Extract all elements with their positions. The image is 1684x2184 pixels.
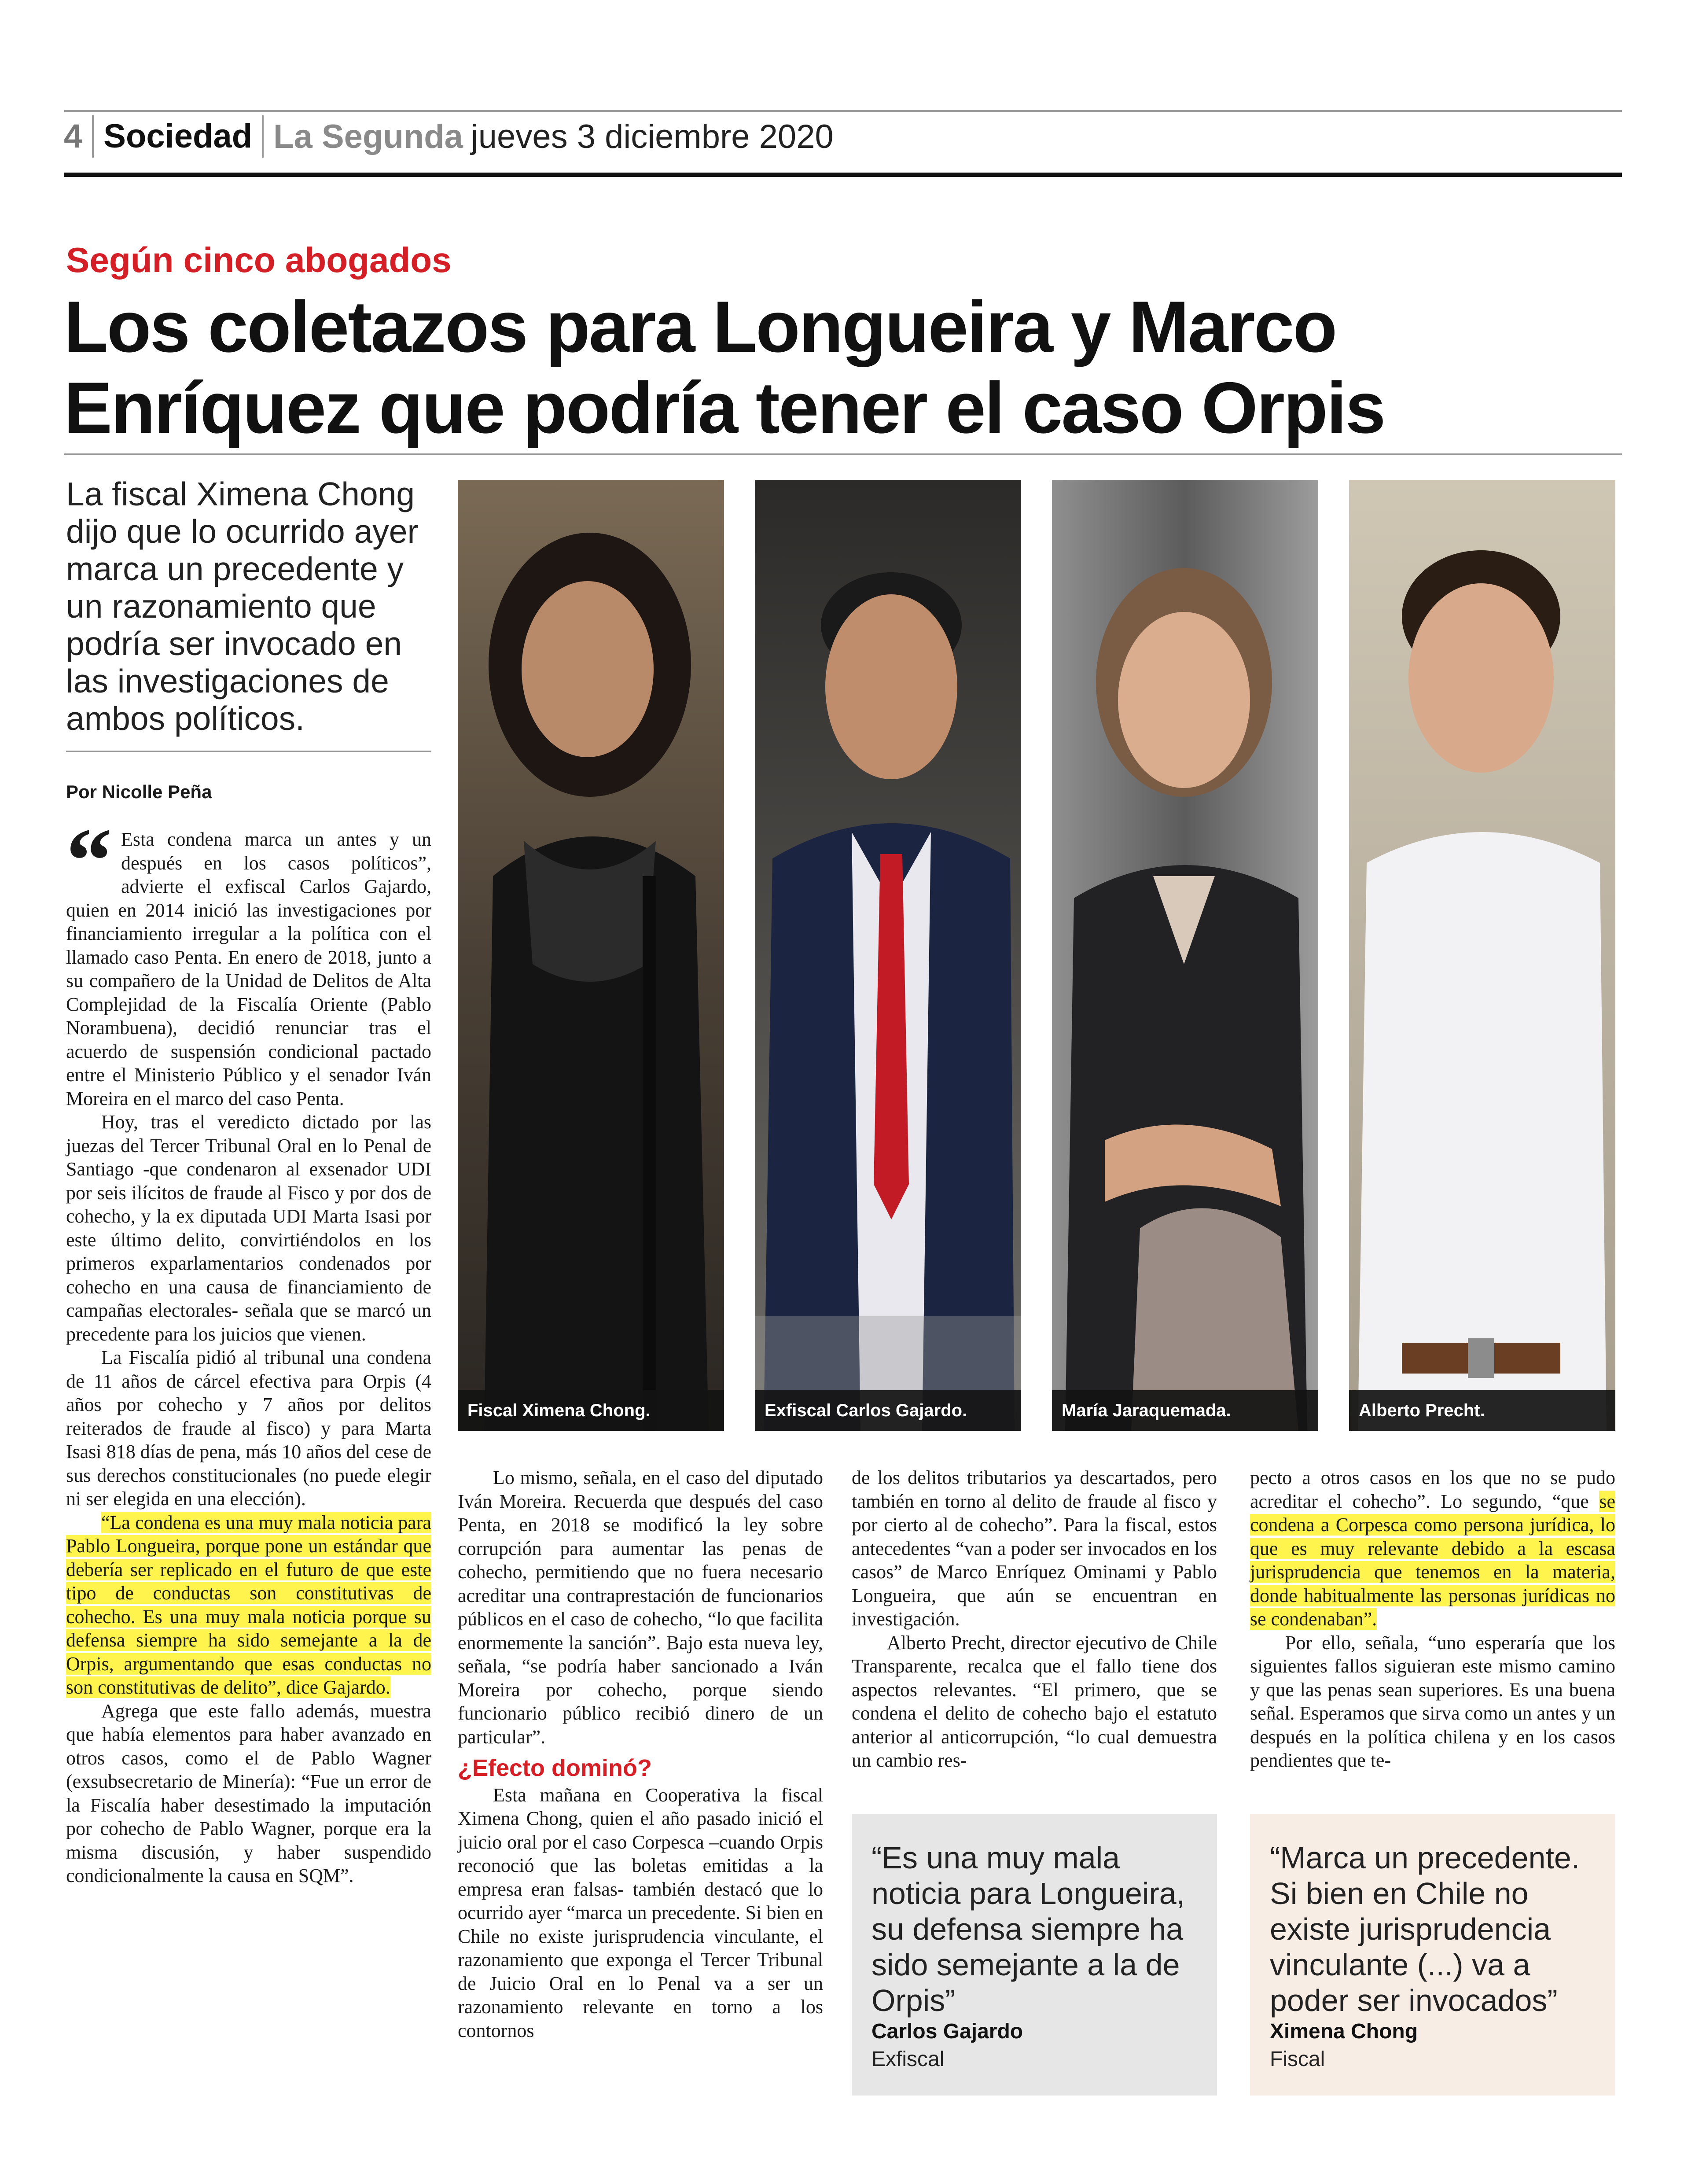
publication-name: La Segunda: [273, 118, 463, 155]
paragraph: Agrega que este fallo además, muestra que había elementos para haber avanzado en otros casos, como el de Pablo Wagner (exsubsecretario de Minería): “Fue un error de la Fiscalía haber desestimado la imputación por cohecho de Pablo Wagner, porque era la misma discusión, y haber suspendido condicionalmente la causa en SQM”.: [66, 1700, 431, 1886]
paragraph: Alberto Precht, director ejecutivo de Chile Transparente, recalca que el fallo tiene dos aspectos relevantes. “El primero, que se condena el delito de cohecho bajo el estatuto anterior al anticorrupción, “lo cual demuestra un cambio res-: [852, 1632, 1217, 1771]
lede: La fiscal Ximena Chong dijo que lo ocurrido ayer marca un precedente y un razonamiento que podría ser invocado en las investigaciones de ambos políticos.: [66, 475, 419, 737]
pullquote-text: “Es una muy mala noticia para Longueira, su defensa siempre ha sido semejante a la de Orpis”: [871, 1841, 1185, 2018]
pullquote-role: Fiscal: [1270, 2048, 1325, 2071]
issue-date: jueves 3 diciembre 2020: [471, 118, 834, 155]
pullquote-name: Carlos Gajardo: [871, 2020, 1023, 2043]
paragraph: Lo mismo, señala, en el caso del diputado Iván Moreira. Recuerda que después del caso Penta, en 2018 se modificó la ley sobre corrupción para aumentar las penas de cohecho, permitiendo que no fuera necesario acreditar una contraprestación de funcionarios públicos en el caso de cohecho, “lo que facilita enormemente la sanción”. Bajo esta nueva ley, señala, “se podría haber sancionado a Iván Moreira por cohecho, porque siendo funcionario público recibió dinero de un particular”.: [458, 1467, 823, 1748]
photo-caption: Alberto Precht.: [1359, 1400, 1485, 1420]
byline: Por Nicolle Peña: [66, 781, 212, 802]
column-2: [458, 1466, 823, 2042]
photo-ximena-chong: [458, 480, 724, 1431]
paragraph: Hoy, tras el veredicto dictado por las juezas del Tercer Tribunal Oral en lo Penal de Santiago -que condenaron al exsenador UDI por seis ilícitos de fraude al Fisco y por dos de cohecho, y la ex diputada UDI Marta Isasi por este último delito, convirtiéndolos en los primeros exparlamentarios condenados por cohecho en una causa de financiamiento de campañas electorales- señala que se marcó un precedente para los juicios que vienen.: [66, 1111, 431, 1345]
paragraph: pecto a otros casos en los que no se pudo acreditar el cohecho”. Lo segundo, “que se condena a Corpesca como persona jurídica, lo que es muy relevante debido a la escasa jurisprudencia que tenemos en la materia, donde habitualmente las personas jurídicas no se condenaban”.: [1250, 1467, 1615, 1630]
highlighted-paragraph: [66, 1511, 431, 1699]
column-3: [852, 1466, 1217, 1772]
pullquote-text: “Marca un precedente. Si bien en Chile no existe jurisprudencia vinculante (...) va a poder ser invocados”: [1270, 1841, 1580, 2018]
paragraph: “ Esta condena marca un antes y un después en los casos políticos”, advierte el exfiscal Carlos Gajardo, quien en 2014 inició las investigaciones por financiamiento irregular a la política con el llamado caso Penta. En enero de 2018, junto a su compañero de la Unidad de Delitos de Alta Complejidad de la Fiscalía Oriente (Pablo Norambuena), decidió renunciar tras el acuerdo de suspensión condicional pactado entre el Ministerio Público y el senador Iván Moreira en el marco del caso Penta.: [66, 810, 431, 1109]
photo-caption-bar: [458, 1390, 724, 1431]
headline: Los coletazos para Longueira y Marco Enríquez que podría tener el caso Orpis: [64, 286, 1385, 448]
paragraph: Por ello, señala, “uno esperaría que los siguientes fallos siguieran este mismo camino y que las penas sean superiores. Es una buena señal. Esperamos que sirva como un antes y un después en la política chilena y en los casos pendientes que te-: [1250, 1632, 1615, 1771]
subheading: ¿Efecto dominó?: [458, 1755, 652, 1781]
paragraph: Esta mañana en Cooperativa la fiscal Ximena Chong, quien el año pasado inició el juicio oral por el caso Corpesca –cuando Orpis reconoció que las boletas emitidas a la empresa eran falsas- también destacó que lo ocurrido ayer “marca un precedente. Si bien en Chile no existe jurisprudencia vinculante, el razonamiento que exponga el Tercer Tribunal de Juicio Oral en lo Penal va a ser un razonamiento relevante en torno a los contornos: [458, 1784, 823, 2041]
portrait-image: [755, 480, 1021, 1431]
portrait-image: [1052, 480, 1318, 1431]
photo-caption-bar: [1349, 1390, 1615, 1431]
headline-rule: [64, 453, 1622, 455]
kicker: Según cinco abogados: [66, 240, 452, 280]
paragraph: de los delitos tributarios ya descartados, pero también en torno al delito de fraude al fisco y por cierto al de cohecho”. Para la fiscal, estos antecedentes “van a poder ser invocados en los casos” de Marco Enríquez Ominami y Pablo Longueira, que aún se encuentran en investigación.: [852, 1467, 1217, 1630]
photo-caption: Fiscal Ximena Chong.: [467, 1400, 651, 1420]
column-1: [66, 810, 431, 1888]
pullquote-gajardo: [852, 1814, 1217, 2096]
pullquote-role: Exfiscal: [871, 2048, 945, 2071]
photo-caption: Exfiscal Carlos Gajardo.: [765, 1400, 967, 1420]
photo-caption-bar: [755, 1390, 1021, 1431]
photo-maria-jaraquemada: [1052, 480, 1318, 1431]
photo-alberto-precht: [1349, 480, 1615, 1431]
pullquote-name: Ximena Chong: [1270, 2020, 1418, 2043]
portrait-image: [1349, 480, 1615, 1431]
pullquote-chong: [1250, 1814, 1615, 2096]
paragraph: La Fiscalía pidió al tribunal una condena de 11 años de cárcel efectiva para Orpis (4 años por cohecho y 7 años por delitos reiterados de fraude al fisco) y para Marta Isasi 818 días de pena, más 10 años del cese de sus derechos constitucionales (no puede elegir ni ser elegida en una elección).: [66, 1347, 431, 1510]
photo-caption-bar: [1052, 1390, 1318, 1431]
column-4: [1250, 1466, 1615, 1772]
section-name: Sociedad: [94, 115, 264, 158]
highlighted-text: se condena a Corpesca como persona jurídica, lo que es muy relevante debido a la escasa jurisprudencia que tenemos en la materia, donde habitualmente las personas jurídicas no se condenaban”.: [1250, 1490, 1615, 1630]
highlighted-text: “La condena es una muy mala noticia para Pablo Longueira, porque pone un estándar que debería ser replicado en el futuro de que este tipo de conductas son constitutivas de cohecho. Es una muy mala noticia porque su defensa siempre ha sido semejante a la de Orpis, argumentando que esas conductas no son constitutivas de delito”, dice Gajardo.: [66, 1511, 431, 1698]
page-number: 4: [64, 115, 94, 158]
header-bottom-rule: [64, 173, 1622, 177]
page-header: [64, 110, 834, 163]
drop-quote-mark: “: [66, 810, 112, 912]
portrait-image: [458, 480, 724, 1431]
photo-caption: María Jaraquemada.: [1062, 1400, 1231, 1420]
lede-rule: [66, 751, 431, 752]
photo-carlos-gajardo: [755, 480, 1021, 1431]
